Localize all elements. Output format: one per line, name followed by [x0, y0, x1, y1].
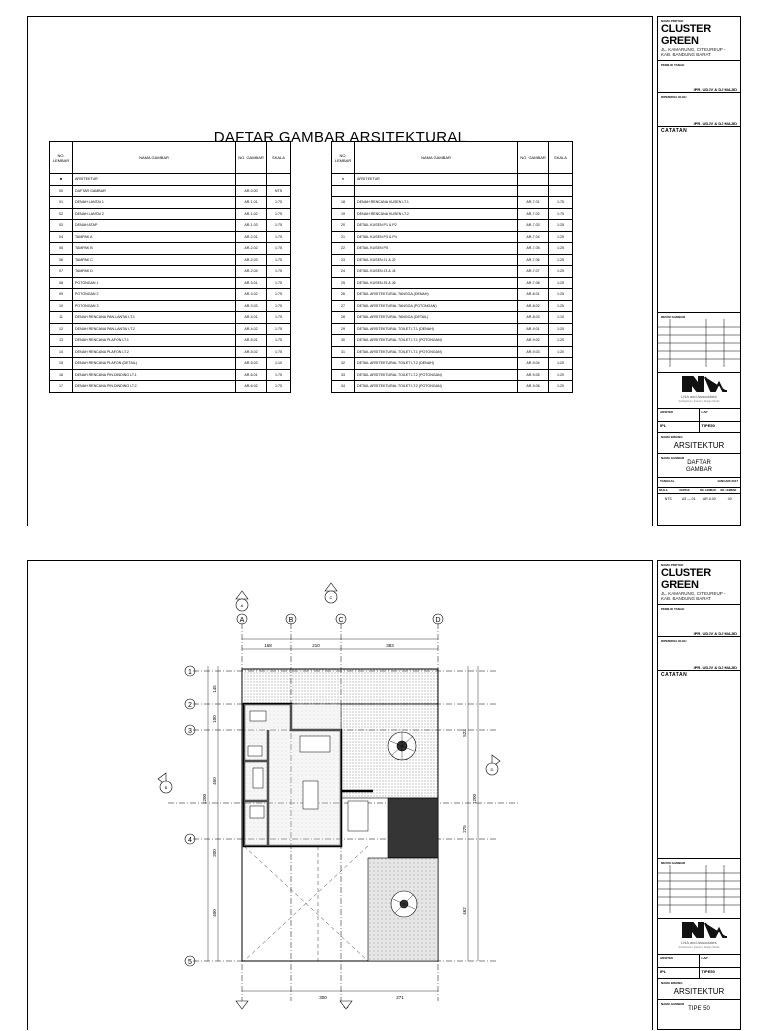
scale-cell: 1:75: [267, 266, 291, 278]
scale-cell: 1:10: [267, 358, 291, 370]
owner-signature: IPR. UDJV & DJ MAJID: [693, 631, 737, 636]
drawing-no-cell: AR-7.04: [518, 231, 549, 243]
blank-row: [332, 185, 573, 197]
scale-cell: 1:10: [549, 312, 573, 324]
drawing-no-cell: AR-7.06: [518, 254, 549, 266]
drawing-name-cell: DETAIL ARSITEKTURAL TOILET LT.1 (POTONGAN): [355, 335, 518, 347]
grid-label-1: 1: [188, 669, 192, 676]
col-header-no-lembar: NO. LEMBAR: [50, 142, 73, 174]
table-row: [50, 381, 291, 393]
scale-cell: 1:75: [267, 369, 291, 381]
table-row: [332, 369, 573, 381]
drawing-name-cell: TAMPAK D: [73, 266, 236, 278]
grid-label-2: 2: [188, 702, 192, 709]
grid-bubbles-left: [185, 666, 195, 966]
table-row: [332, 312, 573, 324]
sheet-name-2: GAMBAR: [685, 467, 712, 473]
scale-cell: 1:75: [549, 197, 573, 209]
discipline-label: NAMA BIDANG: [661, 435, 683, 439]
project-name: CLUSTER GREEN: [661, 23, 711, 47]
group-bullet: ■: [50, 174, 73, 186]
drawing-no-cell: AR-8.03: [518, 312, 549, 324]
sheet-no-cell: 26: [332, 289, 355, 301]
scale-cell: 1:20: [549, 323, 573, 335]
drawing-no-cell: AR-7.03: [518, 220, 549, 232]
sheet-no-cell: 03: [50, 220, 73, 232]
project-code: TIPE50: [701, 969, 715, 974]
drawing-no-cell: AR-7.05: [518, 243, 549, 255]
table-row: [332, 277, 573, 289]
scale-cell: 1:25: [549, 220, 573, 232]
drawing-name-cell: DETAIL ARSITEKTURAL TOILET LT.2 (POTONGAN): [355, 369, 518, 381]
sheet-no-cell: 09: [50, 289, 73, 301]
table-row: [332, 208, 573, 220]
scale-cell: 1:25: [549, 266, 573, 278]
drawing-no-cell: AR-1.03: [236, 220, 267, 232]
scale-cell: 1:75: [267, 208, 291, 220]
group-name: ARSITEKTUR: [73, 174, 236, 186]
logo-subtext: Architecture | Interior | Design Studio: [678, 400, 720, 403]
drawing-no-cell: AR-0.00: [236, 185, 267, 197]
rear-garden: [242, 669, 438, 704]
drawing-no-cell: AR-7.07: [518, 266, 549, 278]
drawing-no-cell: AR-6.01: [236, 369, 267, 381]
sheet-no-cell: 30: [332, 335, 355, 347]
sheet-no-cell: 29: [332, 323, 355, 335]
drawing-no-cell: AR-5.01: [236, 335, 267, 347]
drawing-no-cell: AR-7.08: [518, 277, 549, 289]
scale-cell: 1:20: [549, 358, 573, 370]
col-header-skala: SKALA: [267, 142, 291, 174]
dim-right-2: 275: [462, 825, 467, 833]
sheet-no-cell: 13: [50, 335, 73, 347]
dim-top-3: 383: [386, 643, 394, 648]
drawing-title: DAFTAR GAMBAR ARSITEKTURAL: [213, 129, 467, 146]
drawing-no-cell: AR-5.03: [236, 358, 267, 370]
sheet-no-cell: 10: [50, 300, 73, 312]
title-block-sheet-2: [657, 560, 741, 1030]
sheet-no-cell: 06: [50, 254, 73, 266]
sheet-no-cell: 27: [332, 300, 355, 312]
revision-table: [658, 312, 740, 503]
scale-cell: 1:75: [267, 300, 291, 312]
scale-cell: 1:75: [267, 335, 291, 347]
sheet-no-cell: 18: [332, 197, 355, 209]
scale-cell: 1:75: [267, 289, 291, 301]
table-row: [50, 346, 291, 358]
drawing-name-cell: DETAIL ARSITEKTURAL TOILET LT.1 (POTONGAN): [355, 346, 518, 358]
drawing-name-cell: DETAIL KUSEN J5 & J6: [355, 277, 518, 289]
col-header-skala: SKALA: [549, 142, 573, 174]
drawing-no-cell: AR-9.04: [518, 358, 549, 370]
dim-right-total: 1200: [472, 793, 477, 805]
drawing-no-cell: AR-7.01: [518, 197, 549, 209]
firm-logo: [658, 373, 740, 408]
table-row: [332, 335, 573, 347]
sheet-no-cell: 34: [332, 381, 355, 393]
check2-label: LAP: [701, 410, 708, 414]
grass-area: [388, 798, 438, 858]
grid-label-c: C: [338, 617, 344, 624]
drawing-no-cell: AR-2.01: [236, 231, 267, 243]
scale-cell: 1:75: [267, 381, 291, 393]
drawing-name-cell: DENAH RENCANA PIN.DINDING LT.1: [73, 369, 236, 381]
drawing-name-cell: DENAH RENCANA PAN.LANTAI LT.2: [73, 323, 236, 335]
table-row: [50, 300, 291, 312]
architect-code: IPL: [658, 968, 700, 978]
sheet-no-cell: 31: [332, 346, 355, 358]
drawing-name-cell: DETAIL ARSITEKTURAL TANGGA (DETAIL): [355, 312, 518, 324]
section-c-label: C: [329, 595, 333, 600]
drawing-no-cell: AR-3.01: [236, 277, 267, 289]
dim-right-3: 462: [462, 907, 467, 915]
scale-cell: 1:75: [267, 254, 291, 266]
revision-table: [658, 858, 740, 1013]
dim-bottom-1: 300: [319, 995, 327, 1000]
sheet-no-cell: 02: [50, 208, 73, 220]
table-row: [332, 323, 573, 335]
architect-label: ARSITEK: [658, 955, 700, 967]
drawing-name-cell: DENAH RENCANA PAN.LANTAI LT.1: [73, 312, 236, 324]
scale-cell: 1:25: [549, 231, 573, 243]
sheet-no-cell: 14: [50, 346, 73, 358]
drawing-name-cell: POTONGAN 3: [73, 300, 236, 312]
drawing-no-cell: AR-9.03: [518, 346, 549, 358]
discipline-label: NAMA BIDANG: [661, 981, 683, 985]
drawing-name-cell: DETAIL KUSEN J1 & J2: [355, 254, 518, 266]
tree-icon-front: [391, 891, 417, 917]
table-row: [50, 231, 291, 243]
drawing-no-cell: AR-6.02: [236, 381, 267, 393]
owner-signature: IPR. UDJV & DJ MAJID: [693, 87, 737, 92]
drawing-name-cell: DENAH RENCANA PIN.DINDING LT.2: [73, 381, 236, 393]
table-row: [50, 243, 291, 255]
owner-label: PEMILIK TANAH: [661, 607, 685, 611]
floor-plan-drawing: [28, 561, 654, 1031]
drawing-name-cell: TAMPAK A: [73, 231, 236, 243]
table-row: [50, 208, 291, 220]
project-label: NAMA PROYEK: [661, 563, 684, 567]
sheet-no-cell: 24: [332, 266, 355, 278]
table-row: [332, 300, 573, 312]
project-address-1: JL. KAMARUNG, CITEUREUP -: [661, 47, 726, 52]
drawing-no-cell: AR-1.01: [236, 197, 267, 209]
check-label: DIPERIKSA OLEH: [661, 639, 687, 643]
drawing-name-cell: DENAH RENCANA PLAFON LT.1: [73, 335, 236, 347]
drawing-name-cell: DETAIL KUSEN P3 & P4: [355, 231, 518, 243]
title-block-sheet-1: [657, 16, 741, 526]
sheet-no-cell: 01: [50, 197, 73, 209]
carport-outline: [244, 846, 368, 961]
drawing-name-cell: DETAIL KUSEN P5: [355, 243, 518, 255]
sheet-no-label: NO. LEMBAR: [700, 489, 716, 492]
paper-label: KERTAS: [679, 489, 690, 492]
sheet-no-cell: 08: [50, 277, 73, 289]
scale-cell: 1:25: [549, 300, 573, 312]
grid-label-4: 4: [188, 837, 192, 844]
drawing-no-cell: AR-7.02: [518, 208, 549, 220]
drawing-name-cell: DETAIL ARSITEKTURAL TOILET LT.2 (DENAH): [355, 358, 518, 370]
drawing-name-cell: DETAIL ARSITEKTURAL TANGGA (POTONGAN): [355, 300, 518, 312]
sheet-no-cell: 23: [332, 254, 355, 266]
drawing-list-table-left: [49, 141, 291, 393]
table-row: [332, 243, 573, 255]
scale-cell: 1:75: [267, 323, 291, 335]
sheet-no-cell: 19: [332, 208, 355, 220]
discipline-name: ARSITEKTUR: [673, 441, 725, 450]
table-row: [332, 254, 573, 266]
table-row: [332, 220, 573, 232]
check-label: DIPERIKSA OLEH: [661, 95, 687, 99]
drawing-no-cell: AR-1.02: [236, 208, 267, 220]
sheet-no-value: 00: [727, 496, 732, 501]
dim-left-total: 1200: [202, 793, 207, 805]
table-row: [332, 358, 573, 370]
dim-top-1: 168: [264, 643, 272, 648]
revision-grid: [658, 865, 740, 913]
table-row: [332, 289, 573, 301]
drawing-name-cell: DETAIL ARSITEKTURAL TANGGA (DENAH): [355, 289, 518, 301]
sheet-no-cell: 21: [332, 231, 355, 243]
project-name: CLUSTER GREEN: [661, 567, 711, 591]
drawing-name-cell: TAMPAK C: [73, 254, 236, 266]
scale-cell: 1:75: [549, 208, 573, 220]
sheet-name-label: NAMA GAMBAR: [661, 456, 685, 460]
table-row: [50, 185, 291, 197]
scale-cell: 1:75: [267, 277, 291, 289]
sheet-no-cell: 25: [332, 277, 355, 289]
section-b-label: B: [164, 785, 168, 790]
table-row: [50, 312, 291, 324]
table-row: [50, 277, 291, 289]
sheet-name-label: NAMA GAMBAR: [661, 1002, 685, 1006]
notes-label: CATATAN: [661, 672, 688, 678]
sheet-no-cell: 17: [50, 381, 73, 393]
section-d-label: D: [490, 767, 494, 772]
sheet-no-cell: 04: [50, 231, 73, 243]
drawing-name-cell: DENAH LANTAI 1: [73, 197, 236, 209]
drawing-name-cell: DAFTAR GAMBAR: [73, 185, 236, 197]
scale-cell: 1:25: [549, 277, 573, 289]
scale-cell: 1:25: [549, 243, 573, 255]
dim-bottom-2: 271: [396, 995, 404, 1000]
scale-cell: 1:75: [267, 231, 291, 243]
col-header-nama-gambar: NAMA GAMBAR: [73, 142, 236, 174]
table-row: [50, 197, 291, 209]
drawing-name-cell: TAMPAK B: [73, 243, 236, 255]
sheet-no-cell: 20: [332, 220, 355, 232]
drawing-no-cell: AR-8.02: [518, 300, 549, 312]
project-address-1: JL. KAMARUNG, CITEUREUP -: [661, 591, 726, 596]
drawing-no-cell: AR-2.03: [236, 254, 267, 266]
scale-cell: 1:75: [267, 346, 291, 358]
drawing-no-cell: AR-9.02: [518, 335, 549, 347]
sheet-no-cell: 16: [50, 369, 73, 381]
scale-cell: 1:25: [549, 289, 573, 301]
discipline-name: ARSITEKTUR: [673, 987, 725, 996]
project-address-2: KAB. BANDUNG BARAT: [661, 52, 711, 57]
group-bullet: ●: [332, 174, 355, 186]
check-signature: IPR. UDJV & DJ MAJID: [693, 121, 737, 126]
drawing-no-cell: AR-5.02: [236, 346, 267, 358]
scale-cell: 1:75: [267, 220, 291, 232]
scale-cell: 1:20: [549, 381, 573, 393]
architect-label: ARSITEK: [658, 409, 700, 421]
project-label: NAMA PROYEK: [661, 19, 684, 23]
drawing-no-cell: AR-4.01: [236, 312, 267, 324]
drawing-name-cell: DENAH RENCANA KUSEN LT.1: [355, 197, 518, 209]
revision-label: REVISI GAMBAR: [661, 315, 686, 319]
dim-left-3: 450: [212, 777, 217, 785]
grid-label-d: D: [435, 617, 441, 624]
date-value: JANUARI 2017: [717, 479, 738, 483]
drawing-name-cell: POTONGAN 2: [73, 289, 236, 301]
drawing-list-table-right: [331, 141, 573, 393]
drawing-no-cell: AR-9.06: [518, 381, 549, 393]
table-row: [332, 197, 573, 209]
table-row: [50, 335, 291, 347]
dim-left-4: 200: [212, 849, 217, 857]
check-signature: IPR. UDJV & DJ MAJID: [693, 665, 737, 670]
group-row: [332, 174, 573, 186]
sheet-no-label-2: NO. LEMBAR: [720, 489, 737, 492]
scale-label: SKALA: [659, 489, 668, 492]
table-row: [50, 220, 291, 232]
scale-cell: 1:25: [549, 254, 573, 266]
date-label: TANGGAL: [660, 479, 675, 483]
drawing-no-cell: AR-8.01: [518, 289, 549, 301]
drawing-no-cell: AR-9.05: [518, 369, 549, 381]
sheet-name-1: DAFTAR: [687, 460, 711, 466]
notes-label: CATATAN: [661, 128, 688, 134]
paper-value: A3 — 01: [681, 496, 696, 501]
scale-cell: 1:20: [549, 346, 573, 358]
logo-text: LNA and Associates: [681, 394, 717, 399]
group-name: ARSITEKTUR: [355, 174, 518, 186]
drawing-name-cell: DETAIL KUSEN P1 & P2: [355, 220, 518, 232]
scale-cell: 1:75: [267, 243, 291, 255]
drawing-name-cell: DETAIL ARSITEKTURAL TOILET LT.2 (POTONGAN): [355, 381, 518, 393]
grid-label-5: 5: [188, 959, 192, 966]
drawing-name-cell: DETAIL ARSITEKTURAL TOILET LT.1 (DENAH): [355, 323, 518, 335]
revision-label: REVISI GAMBAR: [661, 861, 686, 865]
table-row: [50, 266, 291, 278]
table-row: [332, 231, 573, 243]
table-row: [50, 323, 291, 335]
sheet-no-cell: 28: [332, 312, 355, 324]
firm-logo: [658, 919, 740, 954]
dim-top-2: 210: [312, 643, 320, 648]
drawing-no-cell: AR-9.01: [518, 323, 549, 335]
sheet-name-1: TIPE 50: [688, 1006, 710, 1012]
col-header-nama-gambar: NAMA GAMBAR: [355, 142, 518, 174]
scale-cell: 1:75: [267, 312, 291, 324]
sheet-no-cell: 07: [50, 266, 73, 278]
table-row: [332, 266, 573, 278]
sheet-no-cell: 05: [50, 243, 73, 255]
table-row: [50, 358, 291, 370]
col-header-no-gambar: NO. GAMBAR: [236, 142, 267, 174]
col-header-no-gambar: NO. GAMBAR: [518, 142, 549, 174]
sheet-no-cell: 00: [50, 185, 73, 197]
drawing-no-cell: AR-3.03: [236, 300, 267, 312]
drawing-no-value: AR-0.00: [702, 496, 716, 501]
drawing-name-cell: POTONGAN 1: [73, 277, 236, 289]
section-a-label: A: [240, 603, 244, 608]
drawing-name-cell: DENAH LANTAI 2: [73, 208, 236, 220]
drawing-name-cell: DENAH ATAP: [73, 220, 236, 232]
drawing-name-cell: DENAH RENCANA PLAFON (DETAIL): [73, 358, 236, 370]
logo-text: LNA and Associates: [681, 940, 717, 945]
drawing-no-cell: AR-3.02: [236, 289, 267, 301]
drawing-sheet-floor-plan: [27, 560, 653, 1030]
col-header-no-lembar: NO. LEMBAR: [332, 142, 355, 174]
sheet-no-cell: 11: [50, 312, 73, 324]
tree-icon: [388, 732, 416, 760]
drawing-no-cell: AR-4.02: [236, 323, 267, 335]
drawing-no-cell: AR-2.02: [236, 243, 267, 255]
dim-left-5: 400: [212, 909, 217, 917]
dim-left-1: 145: [212, 685, 217, 693]
scale-value: NTS: [664, 496, 672, 501]
project-address-2: KAB. BANDUNG BARAT: [661, 596, 711, 601]
table-row: [332, 346, 573, 358]
table-row: [50, 289, 291, 301]
sheet-no-cell: 12: [50, 323, 73, 335]
sheet-no-cell: 22: [332, 243, 355, 255]
logo-subtext: Architecture | Interior | Design Studio: [678, 946, 720, 949]
drawing-name-cell: DENAH RENCANA PLAFON LT.2: [73, 346, 236, 358]
dim-right-1: 523: [462, 729, 467, 737]
scale-cell: NTS: [267, 185, 291, 197]
grid-label-3: 3: [188, 728, 192, 735]
table-row: [332, 381, 573, 393]
grid-label-b: B: [288, 617, 294, 624]
scale-cell: 1:75: [267, 197, 291, 209]
architect-code: IPL: [658, 422, 700, 432]
dim-left-2: 100: [212, 715, 217, 723]
check2-label: LAP: [701, 956, 708, 960]
sheet-no-cell: 33: [332, 369, 355, 381]
table-row: [50, 254, 291, 266]
group-row: [50, 174, 291, 186]
drawing-name-cell: DETAIL KUSEN J3 & J4: [355, 266, 518, 278]
revision-grid: [658, 319, 740, 367]
scale-cell: 1:20: [549, 369, 573, 381]
sheet-no-cell: 32: [332, 358, 355, 370]
grid-label-a: A: [239, 617, 245, 624]
drawing-name-cell: DENAH RENCANA KUSEN LT.2: [355, 208, 518, 220]
owner-label: PEMILIK TANAH: [661, 63, 685, 67]
project-code: TIPE50: [701, 423, 715, 428]
drawing-no-cell: AR-2.04: [236, 266, 267, 278]
scale-cell: 1:20: [549, 335, 573, 347]
sheet-no-cell: 15: [50, 358, 73, 370]
table-row: [50, 369, 291, 381]
